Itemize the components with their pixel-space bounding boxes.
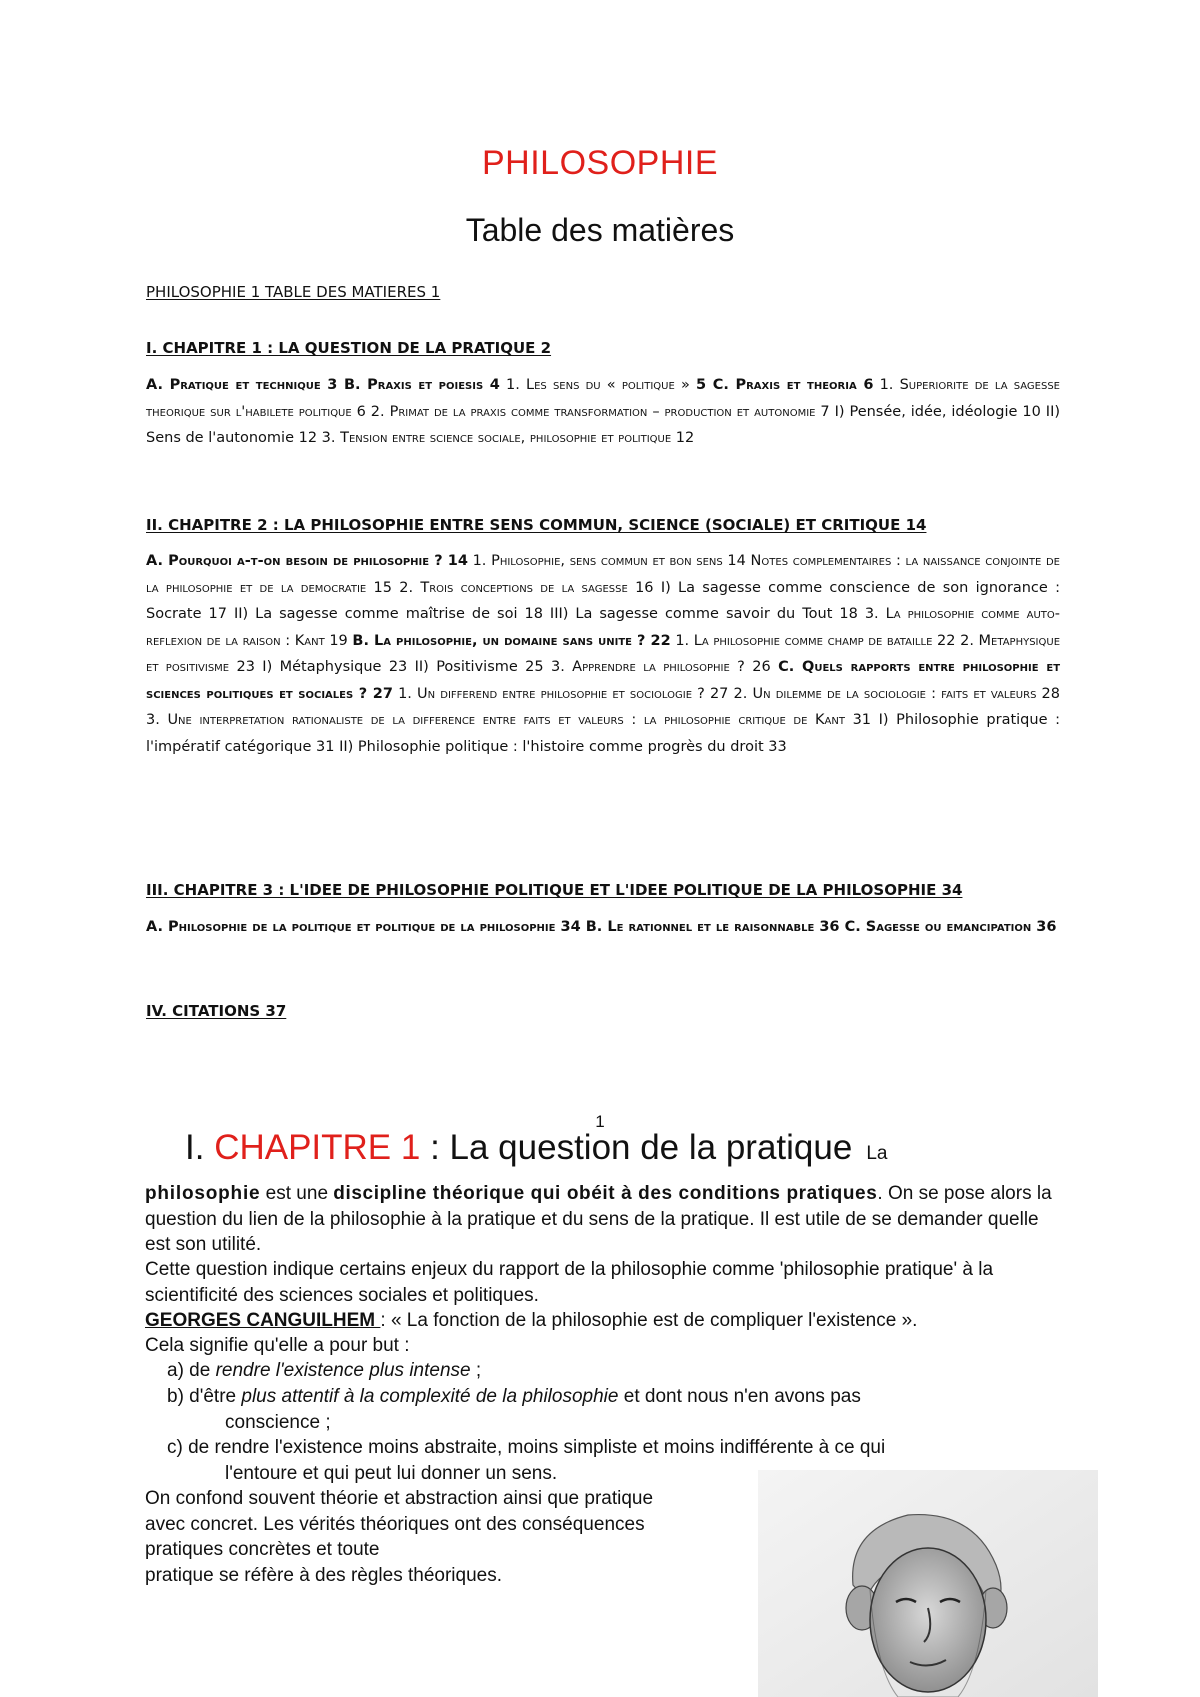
portrait-image — [758, 1470, 1098, 1697]
body-paragraph-1: philosophie est une discipline théorique qui obéit à des conditions pratiques. On se pose alors la question du lien de la philosophie à la pratique et du sens de la pratique. Il est utile de se demander quelle est son utilité. — [145, 1183, 1052, 1255]
body-paragraph-5: On confond souvent théorie et abstraction ainsi que pratique avec concret. Les vérités théoriques ont des conséquences pratiques concrètes et toute pratique se réfère à des règles théoriques. — [145, 1488, 654, 1586]
body-paragraph-2: Cette question indique certains enjeux du rapport de la philosophie comme 'philosophie pratique' à la scientificité des sciences sociales et politiques. — [145, 1259, 994, 1306]
chapter-roman: I. — [185, 1128, 215, 1167]
toc-chapter-1-entries: A. Pratique et technique 3 B. Praxis et poiesis 4 1. Les sens du « politique » 5 C. Praxis et theoria 6 1. Superiorite de la sagesse theorique sur l'habilete politique 6 2. Primat de la praxis comme transformation – production et autonomie 7 I) Pensée, idée, idéologie 10 II) Sens de l'autonomie 12 3. Tension entre science sociale, philosophie et politique 12 — [146, 377, 1061, 446]
chapter-1-title — [185, 1128, 887, 1168]
toc-chapter-4-heading[interactable]: IV. CITATIONS 37 — [146, 1002, 287, 1020]
body-paragraph-3: GEORGES CANGUILHEM : « La fonction de la philosophie est de compliquer l'existence ». — [145, 1310, 918, 1331]
toc-chapter-3-entries: A. Philosophie de la politique et politique de la philosophie 34 B. Le rationnel et le raisonnable 36 C. Sagesse ou emancipation 36 — [146, 919, 1057, 935]
toc-title: Table des matières — [465, 212, 735, 248]
chapter-title-rest: : La question de la pratique — [420, 1128, 853, 1167]
list-item-c: c) de rendre l'existence moins abstraite, moins simpliste et moins indifférente à ce qui l'entoure et qui peut lui donner un sens. — [167, 1437, 886, 1484]
list-item-b: b) d'être plus attentif à la complexité de la philosophie et dont nous n'en avons pas conscience ; — [167, 1386, 861, 1433]
document-title: PHILOSOPHIE — [481, 144, 718, 182]
chapter-trailing-word: La — [866, 1143, 888, 1164]
toc-line-philosophie[interactable]: PHILOSOPHIE 1 TABLE DES MATIERES 1 — [146, 283, 441, 301]
list-item-a: a) de rendre l'existence plus intense ; — [167, 1360, 482, 1381]
chapter-label: CHAPITRE 1 — [214, 1128, 421, 1167]
toc-chapter-2-entries: A. Pourquoi a-t-on besoin de philosophie ? 14 1. Philosophie, sens commun et bon sens 14 Notes complementaires : la naissance conjointe de la philosophie et de la democratie 15 2. Trois conceptions de la sagesse 16 I) La sagesse comme conscience de son ignorance : Socrate 17 II) La sagesse comme maîtrise de soi 18 III) La sagesse comme savoir du Tout 18 3. La philosophie comme auto-reflexion de la raison : Kant 19 B. La philosophie, un domaine sans unite ? 22 1. La philosophie comme champ de bataille 22 2. Metaphysique et positivisme 23 I) Métaphysique 23 II) Positivisme 25 3. Apprendre la philosophie ? 26 C. Quels rapports entre philosophie et sciences politiques et sociales ? 27 1. Un differend entre philosophie et sociologie ? 27 2. Un dilemme de la sociologie : faits et valeurs 28 3. Une interpretation rationaliste de la difference entre faits et valeurs : la philosophie critique de Kant 31 I) Philosophie pratique : l'impératif catégorique 31 II) Philosophie politique : l'histoire comme progrès du droit 33 — [146, 553, 1061, 755]
toc-chapter-1-heading[interactable]: I. CHAPITRE 1 : LA QUESTION DE LA PRATIQUE 2 — [146, 339, 552, 357]
portrait-face — [870, 1548, 986, 1692]
toc-chapter-2-heading[interactable]: II. CHAPITRE 2 : LA PHILOSOPHIE ENTRE SENS COMMUN, SCIENCE (SOCIALE) ET CRITIQUE 14 — [146, 516, 927, 534]
author-name: GEORGES CANGUILHEM — [145, 1310, 381, 1331]
page-number: 1 — [595, 1112, 605, 1131]
body-paragraph-4: Cela signifie qu'elle a pour but : — [145, 1335, 410, 1356]
toc-chapter-3-heading[interactable]: III. CHAPITRE 3 : L'IDEE DE PHILOSOPHIE POLITIQUE ET L'IDEE POLITIQUE DE LA PHILOSOPHIE 34 — [146, 881, 963, 899]
